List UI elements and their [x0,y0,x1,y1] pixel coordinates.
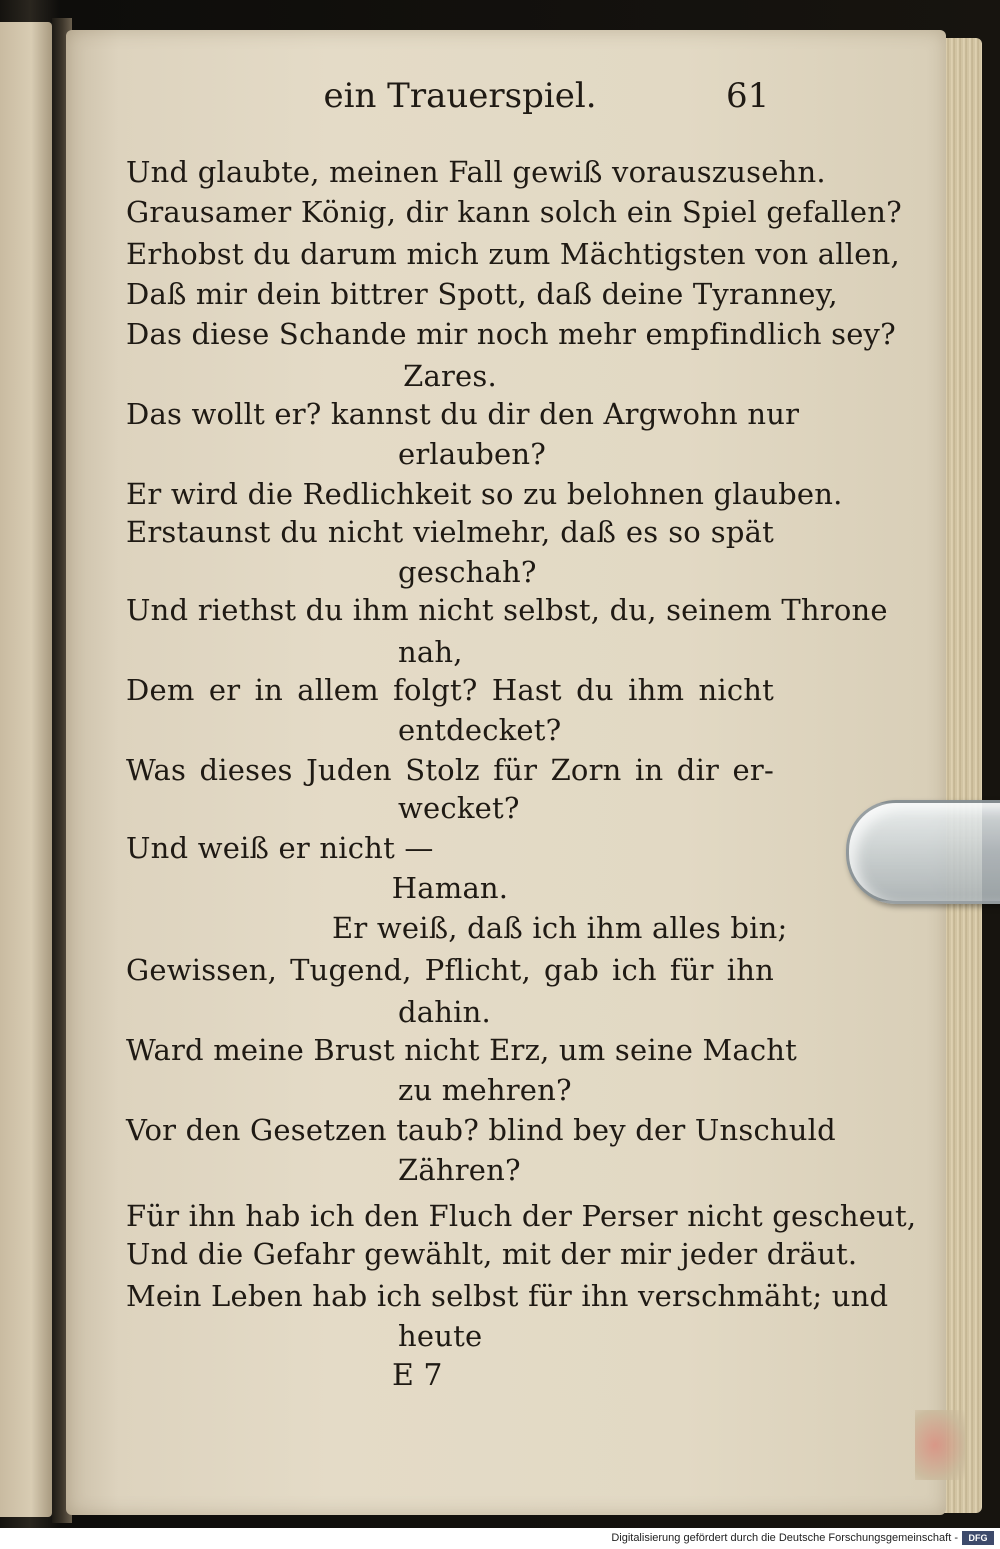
verse-line: Daß mir dein bittrer Spott, daß deine Tyranney, [126,277,838,311]
verse-line: Das wollt er? kannst du dir den Argwohn nur [126,397,800,431]
verse-continuation: entdecket? [398,713,562,747]
dfg-logo-icon: DFG [962,1531,994,1545]
verse-continuation: erlauben? [398,437,547,471]
verse-continuation: nah, [398,635,463,669]
verse-line: Vor den Gesetzen taub? blind bey der Unschuld [126,1113,836,1147]
verse-continuation: dahin. [398,995,491,1029]
verse-line: Gewissen, Tugend, Pflicht, gab ich für ihn [126,953,774,987]
speaker-name: Haman. [391,871,509,905]
verse-continuation: zu mehren? [398,1073,572,1107]
speaker-name: Zares. [403,359,497,393]
verse-line: Grausamer König, dir kann solch ein Spiel gefallen? [126,195,902,229]
verse-line: Was dieses Juden Stolz für Zorn in dir er- [126,753,774,787]
page-corner-stain [915,1410,965,1480]
verse-continuation: wecket? [398,791,520,825]
verse-line: Und riethst du ihm nicht selbst, du, seinem Throne [126,593,888,627]
verse-line: Er wird die Redlichkeit so zu belohnen glauben. [126,477,843,511]
verse-line: Und glaubte, meinen Fall gewiß vorauszusehn. [126,155,826,189]
funding-credit: Digitalisierung gefördert durch die Deutsche Forschungsgemeinschaft - [611,1532,958,1544]
verse-line: Mein Leben hab ich selbst für ihn verschmäht; und [126,1279,889,1313]
footer-bar [0,1528,1000,1549]
page-number: 61 [726,76,770,116]
verse-continuation: Zähren? [398,1153,521,1187]
verse-continuation: geschah? [398,555,537,589]
verse-line: Für ihn hab ich den Fluch der Perser nicht gescheut, [126,1199,917,1233]
verse-line: Er weiß, daß ich ihm alles bin; [332,911,788,945]
verse-line: Dem er in allem folgt? Hast du ihm nicht [126,673,774,707]
verse-line: Und weiß er nicht — [126,831,434,865]
verse-line: Und die Gefahr gewählt, mit der mir jeder dräut. [126,1237,858,1271]
verse-line: Ward meine Brust nicht Erz, um seine Macht [126,1033,798,1067]
verse-line: Das diese Schande mir noch mehr empfindlich sey? [126,317,896,351]
page-block-edge [944,38,982,1513]
signature-mark: E 7 [392,1358,443,1393]
running-title: ein Trauerspiel. [323,76,597,116]
verse-line: Erhobst du darum mich zum Mächtigsten von allen, [126,237,900,271]
facing-page-edge [0,22,52,1517]
verse-continuation: heute [398,1319,483,1353]
page-clip [846,800,1000,904]
verse-line: Erstaunst du nicht vielmehr, daß es so spät [126,515,774,549]
